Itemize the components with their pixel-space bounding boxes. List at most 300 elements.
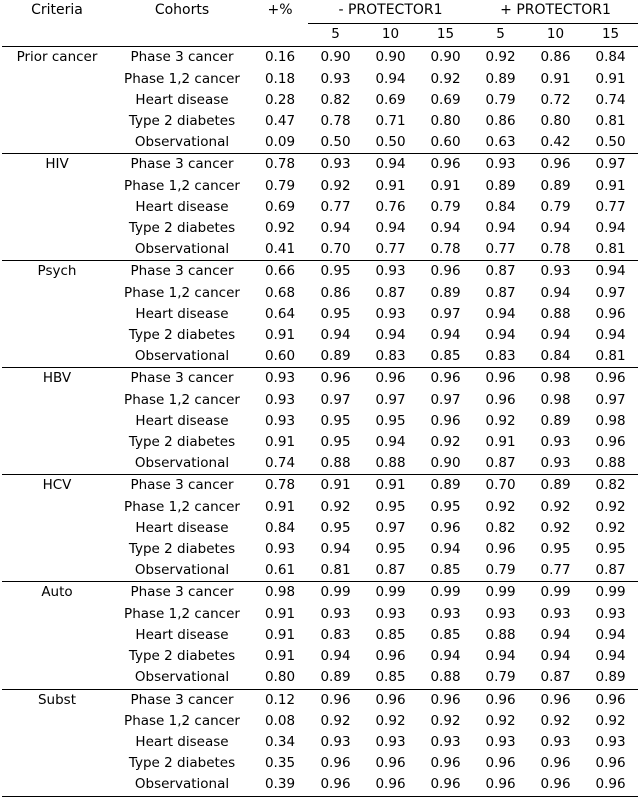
- cell-cohort: Phase 3 cancer: [130, 263, 234, 280]
- cell-minus-15: 0.92: [430, 712, 461, 729]
- cell-minus-5: 0.91: [320, 477, 351, 494]
- table-row: [2, 518, 638, 539]
- cell-plus-15: 0.97: [595, 391, 626, 408]
- cell-minus-5: 0.94: [320, 220, 351, 237]
- cell-plus-15: 0.74: [595, 91, 626, 108]
- cell-minus-5: 0.81: [320, 562, 351, 579]
- cell-cohort: Phase 3 cancer: [130, 584, 234, 601]
- cell-minus-5: 0.94: [320, 648, 351, 665]
- cell-plus-15: 0.94: [595, 327, 626, 344]
- cell-criteria: [2, 283, 112, 304]
- cell-cohort: Type 2 diabetes: [128, 541, 236, 558]
- cell-cohort: Type 2 diabetes: [128, 755, 236, 772]
- cell-pct: 0.69: [264, 198, 296, 215]
- table-row: [2, 390, 638, 411]
- cell-minus-15: 0.90: [430, 455, 461, 472]
- cell-cohort: Heart disease: [135, 305, 229, 322]
- cell-minus-15: 0.69: [430, 91, 461, 108]
- cell-minus-15: 0.79: [430, 198, 461, 215]
- table-row: [2, 582, 638, 604]
- cell-criteria: [2, 132, 112, 154]
- cell-plus-5: 0.84: [485, 198, 516, 215]
- cell-cohort: Phase 1,2 cancer: [124, 70, 240, 87]
- cell-plus-10: 0.96: [540, 776, 571, 793]
- cell-minus-10: 0.94: [375, 220, 406, 237]
- cell-minus-15: 0.89: [430, 284, 461, 301]
- cell-plus-5: 0.91: [485, 434, 516, 451]
- cell-cohort: Observational: [134, 241, 230, 258]
- cell-plus-10: 0.94: [540, 648, 571, 665]
- header-plus-10: 10: [546, 26, 565, 43]
- cell-plus-15: 0.92: [595, 519, 626, 536]
- table-row: [2, 261, 638, 283]
- cell-cohort: Phase 3 cancer: [130, 370, 234, 387]
- cell-criteria: [2, 90, 112, 111]
- cell-minus-15: 0.94: [430, 541, 461, 558]
- cell-plus-10: 0.86: [540, 49, 571, 66]
- header-cohorts: Cohorts: [154, 2, 210, 19]
- cell-minus-5: 0.95: [320, 434, 351, 451]
- cell-cohort: Observational: [134, 455, 230, 472]
- cell-plus-15: 0.81: [595, 348, 626, 365]
- table-row: [2, 90, 638, 111]
- cell-plus-15: 0.89: [595, 669, 626, 686]
- cell-plus-5: 0.93: [485, 733, 516, 750]
- table-row: [2, 604, 638, 625]
- table-row: [2, 132, 638, 154]
- cell-minus-10: 0.85: [375, 669, 406, 686]
- cell-minus-15: 0.96: [430, 691, 461, 708]
- cell-pct: 0.61: [264, 562, 296, 579]
- cell-minus-10: 0.96: [375, 776, 406, 793]
- cell-plus-5: 0.94: [485, 327, 516, 344]
- cell-criteria: [2, 304, 112, 325]
- cell-plus-10: 0.98: [540, 391, 571, 408]
- cell-plus-5: 0.86: [485, 113, 516, 130]
- cell-minus-5: 0.93: [320, 605, 351, 622]
- cell-criteria: [2, 111, 112, 132]
- cell-plus-15: 0.50: [595, 134, 626, 151]
- cell-plus-10: 0.91: [540, 70, 571, 87]
- cell-plus-15: 0.95: [595, 541, 626, 558]
- cell-minus-10: 0.90: [375, 49, 406, 66]
- cell-plus-10: 0.93: [540, 434, 571, 451]
- cell-minus-5: 0.83: [320, 626, 351, 643]
- cell-plus-10: 0.84: [540, 348, 571, 365]
- cell-pct: 0.91: [264, 626, 296, 643]
- cell-minus-15: 0.85: [430, 348, 461, 365]
- cell-plus-15: 0.91: [595, 177, 626, 194]
- cell-minus-15: 0.92: [430, 70, 461, 87]
- cell-plus-15: 0.87: [595, 562, 626, 579]
- cell-minus-5: 0.96: [320, 691, 351, 708]
- cell-plus-10: 0.42: [540, 134, 571, 151]
- cell-plus-10: 0.93: [540, 263, 571, 280]
- cell-minus-15: 0.92: [430, 434, 461, 451]
- cell-plus-10: 0.98: [540, 370, 571, 387]
- table-row: [2, 646, 638, 667]
- cell-cohort: Observational: [134, 669, 230, 686]
- header-plus-5: 5: [496, 26, 505, 43]
- cell-pct: 0.47: [264, 113, 296, 130]
- cell-minus-5: 0.86: [320, 284, 351, 301]
- cell-plus-10: 0.96: [540, 156, 571, 173]
- cell-plus-10: 0.99: [540, 584, 571, 601]
- table-row: [2, 368, 638, 390]
- cell-plus-10: 0.78: [540, 241, 571, 258]
- table-row: [2, 411, 638, 432]
- cell-minus-15: 0.91: [430, 177, 461, 194]
- cell-plus-15: 0.96: [595, 755, 626, 772]
- cell-plus-15: 0.84: [595, 49, 626, 66]
- header-spacer-pct: [252, 24, 308, 47]
- table-row: [2, 560, 638, 582]
- table-row: [2, 539, 638, 560]
- cell-plus-10: 0.89: [540, 477, 571, 494]
- cell-minus-10: 0.93: [375, 263, 406, 280]
- table-row: [2, 475, 638, 497]
- cell-minus-15: 0.96: [430, 755, 461, 772]
- cell-plus-5: 0.96: [485, 370, 516, 387]
- cell-plus-15: 0.96: [595, 370, 626, 387]
- header-group-minus-protector1: - PROTECTOR1: [308, 0, 473, 24]
- cell-minus-5: 0.93: [320, 156, 351, 173]
- header-minus-5: 5: [331, 26, 340, 43]
- cell-minus-10: 0.71: [375, 113, 406, 130]
- cell-minus-15: 0.93: [430, 605, 461, 622]
- cell-criteria: [2, 646, 112, 667]
- cell-plus-10: 0.89: [540, 177, 571, 194]
- cell-minus-15: 0.85: [430, 626, 461, 643]
- cell-pct: 0.78: [264, 477, 296, 494]
- table-row: [2, 432, 638, 453]
- cell-minus-5: 0.95: [320, 519, 351, 536]
- cell-plus-5: 0.89: [485, 70, 516, 87]
- cell-minus-10: 0.99: [375, 584, 406, 601]
- header-row-sub: [2, 24, 638, 47]
- cell-minus-15: 0.78: [430, 241, 461, 258]
- cell-criteria: [2, 325, 112, 346]
- cell-plus-15: 0.82: [595, 477, 626, 494]
- cell-criteria: [2, 753, 112, 774]
- cell-minus-10: 0.88: [375, 455, 406, 472]
- cell-criteria: [2, 239, 112, 261]
- cell-minus-10: 0.94: [375, 327, 406, 344]
- cell-minus-15: 0.96: [430, 776, 461, 793]
- cell-minus-10: 0.93: [375, 733, 406, 750]
- cell-minus-5: 0.99: [320, 584, 351, 601]
- cell-minus-15: 0.96: [430, 412, 461, 429]
- cell-minus-5: 0.92: [320, 712, 351, 729]
- cell-criteria: [2, 518, 112, 539]
- cell-criteria: Auto: [41, 584, 73, 601]
- cell-plus-15: 0.88: [595, 455, 626, 472]
- cell-plus-10: 0.94: [540, 220, 571, 237]
- cell-plus-10: 0.77: [540, 562, 571, 579]
- cell-minus-5: 0.82: [320, 91, 351, 108]
- cell-minus-10: 0.91: [375, 177, 406, 194]
- cell-plus-5: 0.87: [485, 263, 516, 280]
- cell-criteria: [2, 346, 112, 368]
- cell-minus-15: 0.96: [430, 370, 461, 387]
- cell-pct: 0.79: [264, 177, 296, 194]
- cell-plus-15: 0.96: [595, 691, 626, 708]
- cell-cohort: Phase 3 cancer: [130, 691, 234, 708]
- cell-pct: 0.92: [264, 220, 296, 237]
- cell-minus-10: 0.83: [375, 348, 406, 365]
- cell-plus-15: 0.96: [595, 434, 626, 451]
- cell-plus-10: 0.95: [540, 541, 571, 558]
- cell-minus-10: 0.93: [375, 305, 406, 322]
- cell-plus-5: 0.92: [485, 498, 516, 515]
- cell-minus-10: 0.95: [375, 541, 406, 558]
- cell-criteria: [2, 218, 112, 239]
- cell-plus-10: 0.80: [540, 113, 571, 130]
- table-row: [2, 453, 638, 475]
- table-row: [2, 497, 638, 518]
- cell-plus-15: 0.81: [595, 113, 626, 130]
- cell-pct: 0.93: [264, 541, 296, 558]
- cell-minus-10: 0.69: [375, 91, 406, 108]
- cell-pct: 0.68: [264, 284, 296, 301]
- cell-pct: 0.66: [264, 263, 296, 280]
- cell-minus-5: 0.89: [320, 669, 351, 686]
- table-row: [2, 154, 638, 176]
- cell-plus-5: 0.96: [485, 391, 516, 408]
- cell-criteria: [2, 432, 112, 453]
- table-row: [2, 732, 638, 753]
- cell-plus-15: 0.96: [595, 776, 626, 793]
- cell-cohort: Observational: [134, 348, 230, 365]
- cell-plus-10: 0.94: [540, 284, 571, 301]
- cell-plus-5: 0.92: [485, 412, 516, 429]
- cell-pct: 0.41: [264, 241, 296, 258]
- cell-plus-10: 0.79: [540, 198, 571, 215]
- cell-minus-5: 0.50: [320, 134, 351, 151]
- header-minus-15: 15: [436, 26, 455, 43]
- cell-plus-10: 0.93: [540, 733, 571, 750]
- cell-plus-5: 0.92: [485, 49, 516, 66]
- cell-minus-15: 0.96: [430, 263, 461, 280]
- cell-plus-15: 0.94: [595, 626, 626, 643]
- cell-plus-5: 0.82: [485, 519, 516, 536]
- cell-minus-5: 0.93: [320, 733, 351, 750]
- cell-criteria: [2, 625, 112, 646]
- cell-criteria: [2, 411, 112, 432]
- cell-criteria: Prior cancer: [16, 49, 98, 66]
- cell-plus-15: 0.77: [595, 198, 626, 215]
- cell-plus-10: 0.92: [540, 498, 571, 515]
- cell-plus-15: 0.81: [595, 241, 626, 258]
- cell-minus-15: 0.80: [430, 113, 461, 130]
- cell-minus-10: 0.95: [375, 498, 406, 515]
- cell-pct: 0.93: [264, 370, 296, 387]
- cell-minus-15: 0.85: [430, 562, 461, 579]
- cell-minus-10: 0.96: [375, 755, 406, 772]
- cell-plus-5: 0.96: [485, 691, 516, 708]
- table-row: [2, 774, 638, 796]
- cell-cohort: Heart disease: [135, 412, 229, 429]
- cell-plus-5: 0.79: [485, 669, 516, 686]
- cell-plus-5: 0.94: [485, 648, 516, 665]
- table-row: [2, 753, 638, 774]
- table-row: [2, 625, 638, 646]
- cell-minus-5: 0.90: [320, 49, 351, 66]
- cell-minus-15: 0.90: [430, 49, 461, 66]
- cell-cohort: Heart disease: [135, 733, 229, 750]
- cell-minus-5: 0.94: [320, 541, 351, 558]
- table-row: [2, 239, 638, 261]
- table-row: [2, 667, 638, 689]
- cell-plus-5: 0.88: [485, 626, 516, 643]
- cell-minus-10: 0.94: [375, 156, 406, 173]
- table-row: [2, 283, 638, 304]
- cell-minus-10: 0.93: [375, 605, 406, 622]
- header-group-plus-protector1: + PROTECTOR1: [473, 0, 638, 24]
- cell-pct: 0.35: [264, 755, 296, 772]
- cell-cohort: Type 2 diabetes: [128, 648, 236, 665]
- cell-plus-5: 0.96: [485, 776, 516, 793]
- cell-criteria: [2, 497, 112, 518]
- cell-plus-15: 0.98: [595, 412, 626, 429]
- cell-minus-15: 0.60: [430, 134, 461, 151]
- cell-plus-10: 0.88: [540, 305, 571, 322]
- cell-plus-5: 0.96: [485, 541, 516, 558]
- cell-minus-10: 0.96: [375, 370, 406, 387]
- cell-plus-5: 0.79: [485, 91, 516, 108]
- cell-plus-15: 0.97: [595, 156, 626, 173]
- header-pct: +%: [267, 2, 293, 19]
- cell-pct: 0.98: [264, 584, 296, 601]
- cell-minus-15: 0.94: [430, 648, 461, 665]
- cell-plus-15: 0.94: [595, 648, 626, 665]
- cell-plus-10: 0.92: [540, 519, 571, 536]
- cell-cohort: Phase 1,2 cancer: [124, 498, 240, 515]
- cell-minus-10: 0.97: [375, 519, 406, 536]
- cell-plus-5: 0.99: [485, 584, 516, 601]
- cell-minus-10: 0.76: [375, 198, 406, 215]
- cell-pct: 0.18: [264, 70, 296, 87]
- cell-criteria: Psych: [37, 263, 77, 280]
- cell-cohort: Heart disease: [135, 198, 229, 215]
- cell-minus-10: 0.95: [375, 412, 406, 429]
- cell-plus-15: 0.93: [595, 605, 626, 622]
- cell-cohort: Heart disease: [135, 519, 229, 536]
- cell-plus-5: 0.83: [485, 348, 516, 365]
- cell-minus-10: 0.87: [375, 562, 406, 579]
- cell-pct: 0.91: [264, 498, 296, 515]
- results-table: [2, 0, 638, 797]
- cell-pct: 0.39: [264, 776, 296, 793]
- cell-minus-15: 0.94: [430, 220, 461, 237]
- cell-cohort: Phase 1,2 cancer: [124, 284, 240, 301]
- cell-cohort: Phase 1,2 cancer: [124, 605, 240, 622]
- cell-minus-15: 0.99: [430, 584, 461, 601]
- cell-minus-10: 0.92: [375, 712, 406, 729]
- header-spacer-criteria: [2, 24, 112, 47]
- cell-cohort: Phase 1,2 cancer: [124, 712, 240, 729]
- cell-plus-15: 0.97: [595, 284, 626, 301]
- cell-plus-5: 0.87: [485, 284, 516, 301]
- cell-pct: 0.16: [264, 49, 296, 66]
- table-body: [2, 47, 638, 796]
- cell-plus-10: 0.96: [540, 755, 571, 772]
- cell-criteria: [2, 604, 112, 625]
- header-row-top: [2, 0, 638, 24]
- header-minus-10: 10: [381, 26, 400, 43]
- cell-pct: 0.93: [264, 412, 296, 429]
- table-row: [2, 689, 638, 711]
- cell-cohort: Phase 3 cancer: [130, 49, 234, 66]
- cell-plus-10: 0.89: [540, 412, 571, 429]
- cell-pct: 0.08: [264, 712, 296, 729]
- table-row: [2, 325, 638, 346]
- cell-plus-5: 0.87: [485, 455, 516, 472]
- cell-cohort: Observational: [134, 134, 230, 151]
- cell-plus-15: 0.99: [595, 584, 626, 601]
- cell-plus-5: 0.77: [485, 241, 516, 258]
- cell-cohort: Type 2 diabetes: [128, 327, 236, 344]
- cell-minus-5: 0.93: [320, 70, 351, 87]
- cell-criteria: Subst: [37, 691, 77, 708]
- cell-minus-15: 0.88: [430, 669, 461, 686]
- table-row: [2, 176, 638, 197]
- cell-pct: 0.60: [264, 348, 296, 365]
- cell-minus-10: 0.87: [375, 284, 406, 301]
- table-row: [2, 304, 638, 325]
- cell-pct: 0.74: [264, 455, 296, 472]
- cell-minus-10: 0.96: [375, 691, 406, 708]
- cell-plus-10: 0.93: [540, 605, 571, 622]
- cell-cohort: Phase 3 cancer: [130, 477, 234, 494]
- cell-criteria: [2, 197, 112, 218]
- cell-minus-5: 0.95: [320, 305, 351, 322]
- cell-pct: 0.91: [264, 648, 296, 665]
- cell-criteria: [2, 69, 112, 90]
- cell-plus-10: 0.94: [540, 626, 571, 643]
- cell-plus-15: 0.94: [595, 220, 626, 237]
- cell-criteria: HCV: [42, 477, 72, 494]
- cell-minus-5: 0.96: [320, 755, 351, 772]
- cell-criteria: [2, 390, 112, 411]
- cell-plus-10: 0.72: [540, 91, 571, 108]
- cell-minus-5: 0.89: [320, 348, 351, 365]
- cell-minus-10: 0.91: [375, 477, 406, 494]
- cell-plus-15: 0.91: [595, 70, 626, 87]
- cell-cohort: Heart disease: [135, 91, 229, 108]
- table-row: [2, 69, 638, 90]
- cell-minus-5: 0.95: [320, 263, 351, 280]
- cell-plus-5: 0.89: [485, 177, 516, 194]
- cell-minus-10: 0.77: [375, 241, 406, 258]
- cell-plus-10: 0.94: [540, 327, 571, 344]
- cell-plus-10: 0.92: [540, 712, 571, 729]
- cell-criteria: [2, 453, 112, 475]
- table-row: [2, 197, 638, 218]
- cell-minus-10: 0.85: [375, 626, 406, 643]
- cell-minus-10: 0.50: [375, 134, 406, 151]
- cell-cohort: Phase 1,2 cancer: [124, 177, 240, 194]
- cell-minus-15: 0.93: [430, 733, 461, 750]
- cell-cohort: Observational: [134, 562, 230, 579]
- cell-minus-5: 0.96: [320, 370, 351, 387]
- cell-minus-5: 0.97: [320, 391, 351, 408]
- cell-plus-5: 0.63: [485, 134, 516, 151]
- cell-cohort: Observational: [134, 776, 230, 793]
- cell-pct: 0.91: [264, 605, 296, 622]
- cell-criteria: [2, 560, 112, 582]
- header-criteria: Criteria: [31, 2, 83, 19]
